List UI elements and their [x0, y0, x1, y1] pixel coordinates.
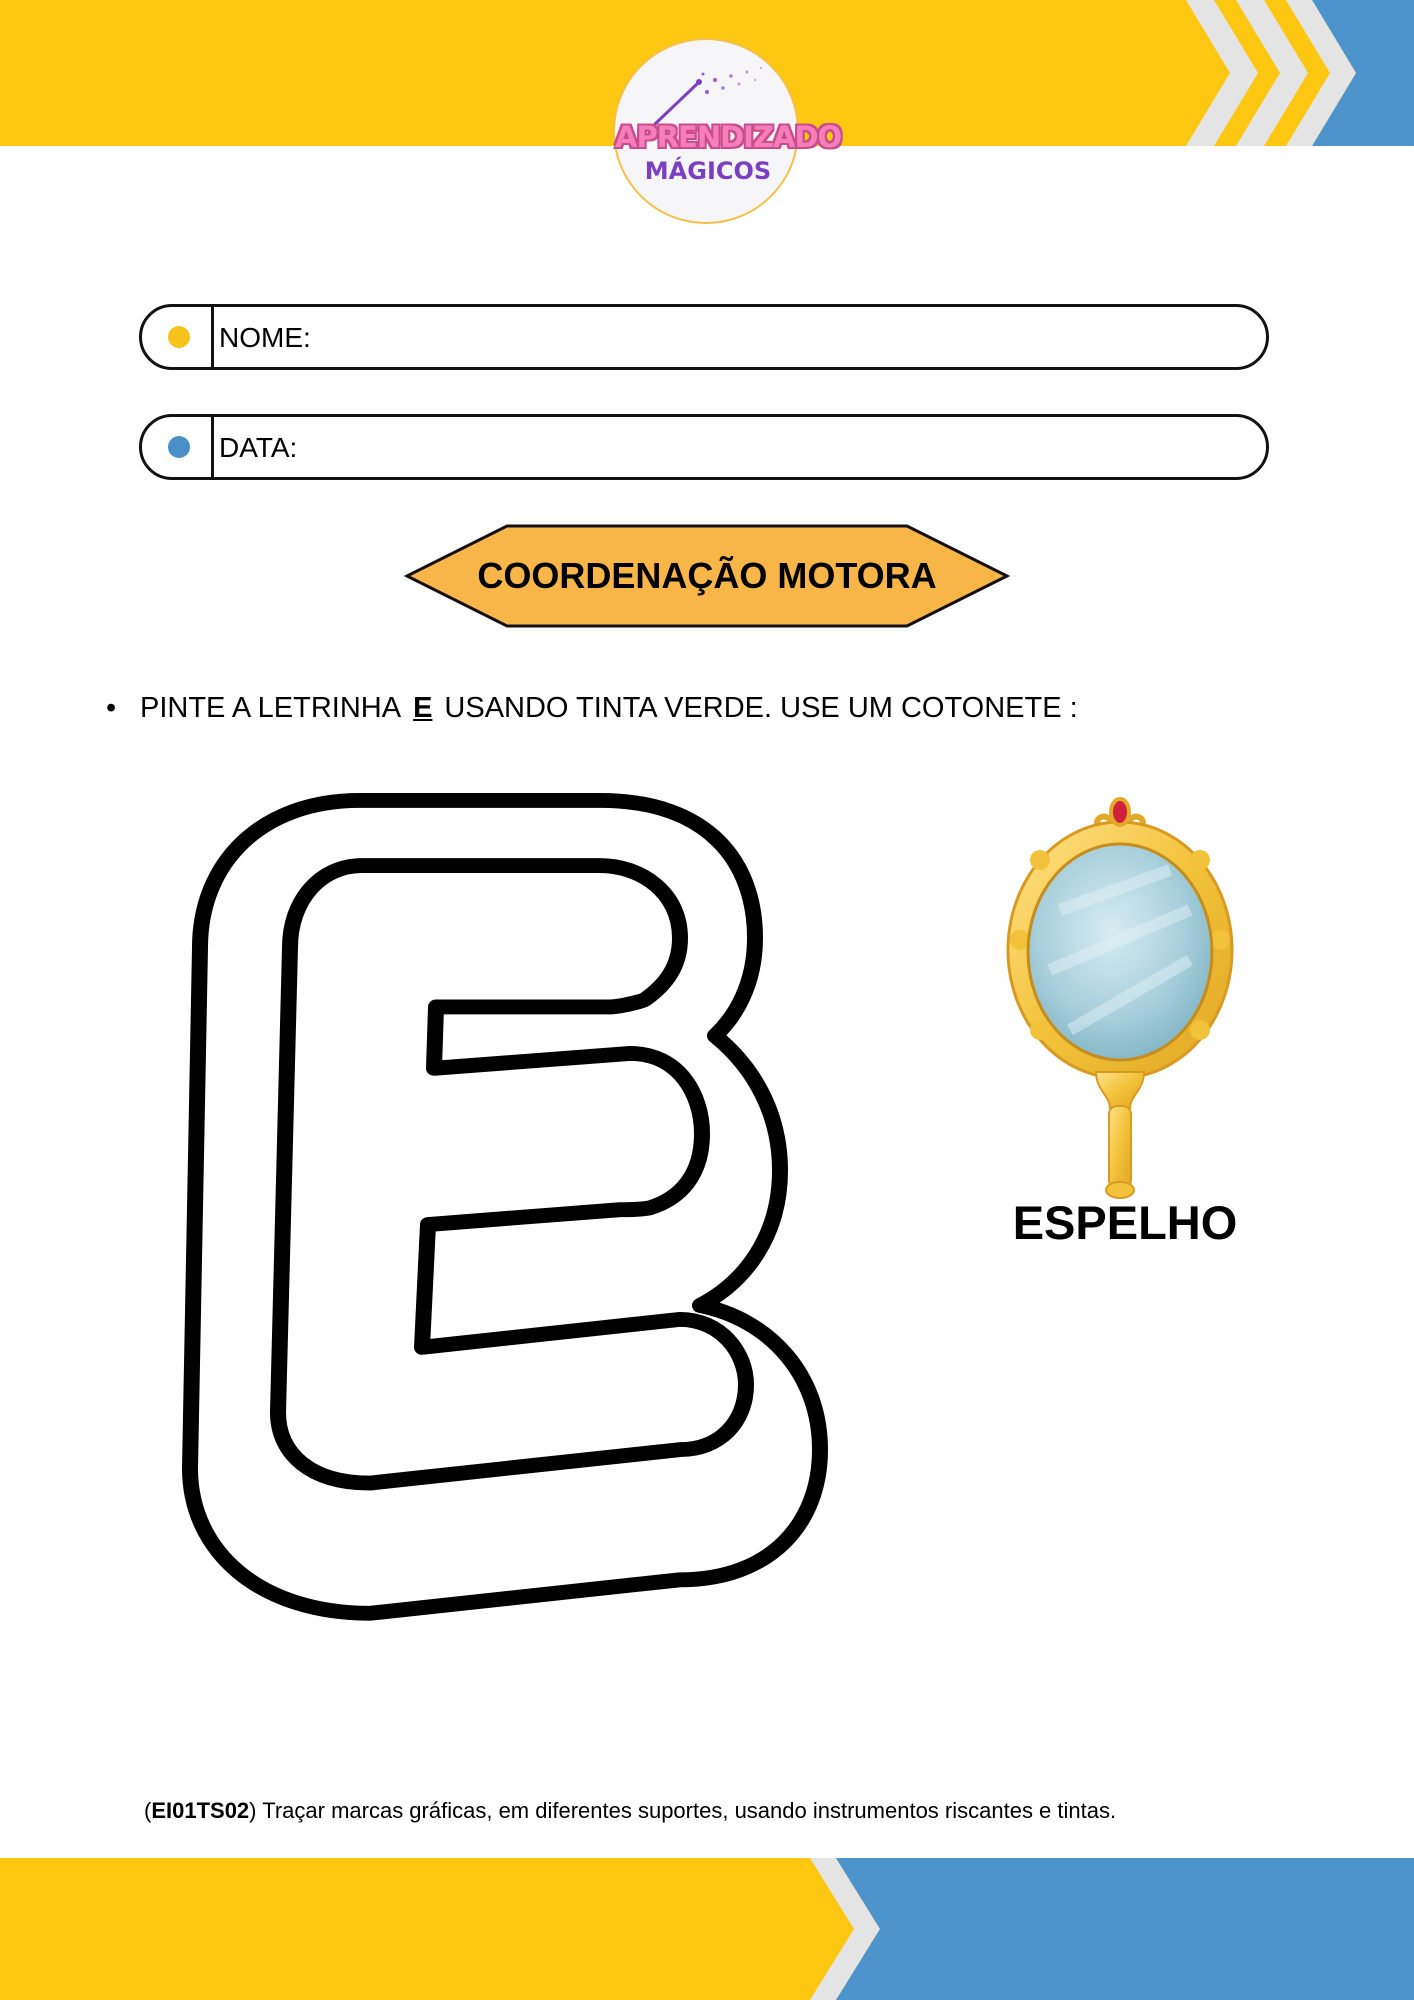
- field-divider: [211, 417, 214, 477]
- instruction-letter: E: [413, 692, 433, 724]
- date-label: DATA:: [219, 432, 298, 463]
- yellow-dot-icon: [168, 326, 190, 348]
- picture-word: ESPELHO: [1012, 1196, 1238, 1249]
- name-field[interactable]: [139, 304, 1269, 370]
- logo: [613, 38, 842, 224]
- hand-mirror-icon: [1000, 790, 1240, 1200]
- footer-note: [144, 1798, 1116, 1824]
- blue-dot-icon: [168, 436, 190, 458]
- instruction: [106, 692, 1078, 725]
- page-title: COORDENAÇÃO MOTORA: [477, 555, 937, 596]
- footer-text: ) Traçar marcas gráficas, em diferentes suportes, usando instrumentos riscantes e tintas.: [249, 1798, 1117, 1823]
- outline-letter-e[interactable]: [180, 780, 860, 1640]
- name-label: NOME:: [219, 322, 311, 353]
- instruction-text-before: PINTE A LETRINHA: [140, 692, 402, 724]
- footer-code: EI01TS02: [151, 1798, 250, 1823]
- instruction-text-after: USANDO TINTA VERDE. USE UM COTONETE :: [444, 692, 1078, 724]
- field-divider: [211, 307, 214, 367]
- logo-text-aprendizado: APRENDIZADO: [615, 120, 842, 154]
- bullet-icon: •: [106, 692, 117, 724]
- date-field[interactable]: [139, 414, 1269, 480]
- footer-paren-open: (: [144, 1798, 152, 1823]
- footer-band: [0, 1858, 1414, 2000]
- logo-text-magicos: MÁGICOS: [644, 157, 772, 185]
